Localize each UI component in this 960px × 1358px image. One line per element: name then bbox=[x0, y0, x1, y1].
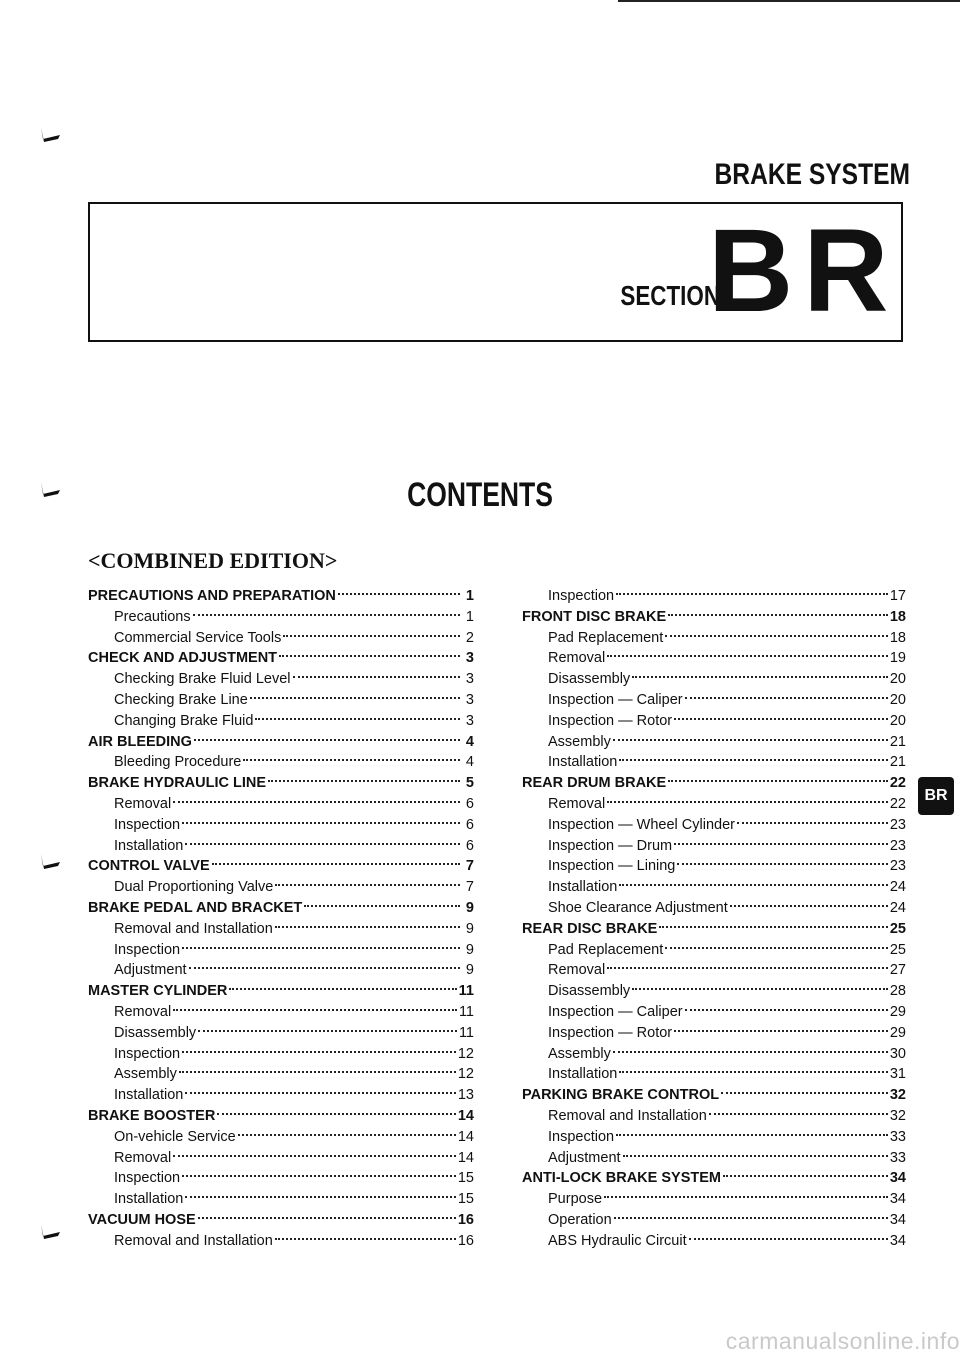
toc-entry-page: 33 bbox=[889, 1149, 906, 1166]
toc-entry-page: 18 bbox=[889, 629, 906, 646]
section-title: BRAKE SYSTEM bbox=[714, 158, 910, 191]
toc-entry-page: 22 bbox=[889, 795, 906, 812]
toc-entry-label: Purpose bbox=[548, 1191, 603, 1208]
toc-entry-label: BRAKE HYDRAULIC LINE bbox=[88, 775, 267, 792]
toc-entry-label: Inspection bbox=[114, 941, 181, 958]
dot-leader bbox=[173, 781, 460, 803]
dot-leader bbox=[275, 1218, 456, 1240]
toc-entry-page: 30 bbox=[889, 1045, 906, 1062]
toc-entry-label: Installation bbox=[114, 1087, 184, 1104]
toc-entry-label: Inspection bbox=[114, 1045, 181, 1062]
toc-entry-page: 1 bbox=[465, 588, 474, 604]
section-tab[interactable]: BR bbox=[918, 777, 954, 815]
binding-mark-icon bbox=[38, 125, 64, 145]
dot-leader bbox=[665, 615, 888, 637]
toc-column-left bbox=[88, 578, 474, 1249]
dot-leader bbox=[212, 843, 460, 865]
toc-entry-page: 17 bbox=[889, 588, 906, 604]
toc-entry-page: 9 bbox=[465, 899, 474, 916]
dot-leader bbox=[685, 989, 888, 1011]
toc-entry-page: 1 bbox=[465, 608, 474, 625]
dot-leader bbox=[338, 573, 460, 595]
toc-entry-page: 16 bbox=[457, 1232, 474, 1249]
toc-entry-page: 4 bbox=[465, 754, 474, 771]
toc-entry-label: Removal and Installation bbox=[114, 920, 273, 937]
section-code: BR bbox=[708, 205, 899, 337]
toc-entry-page: 25 bbox=[889, 920, 906, 937]
toc-entry-page: 7 bbox=[465, 858, 474, 875]
dot-leader bbox=[243, 739, 460, 761]
binding-mark-icon bbox=[38, 852, 64, 872]
toc-entry-label: ABS Hydraulic Circuit bbox=[548, 1232, 687, 1249]
toc-entry-page: 34 bbox=[889, 1170, 906, 1187]
toc-entry-label: Checking Brake Fluid Level bbox=[114, 671, 291, 688]
toc-entry-label: Removal bbox=[114, 1003, 172, 1020]
toc-entry-label: Removal bbox=[548, 962, 606, 979]
toc-entry-label: Inspection bbox=[548, 588, 615, 604]
toc-entry-label: CHECK AND ADJUSTMENT bbox=[88, 650, 278, 667]
dot-leader bbox=[613, 719, 888, 741]
dot-leader bbox=[723, 1155, 888, 1177]
dot-leader bbox=[268, 760, 460, 782]
dot-leader bbox=[616, 1114, 888, 1136]
toc-entry-page: 14 bbox=[457, 1149, 474, 1166]
toc-entry-label: Commercial Service Tools bbox=[114, 629, 282, 646]
dot-leader bbox=[238, 1114, 456, 1136]
toc-entry-page: 3 bbox=[465, 691, 474, 708]
toc-entry-label: BRAKE BOOSTER bbox=[88, 1107, 216, 1124]
toc-entry-label: Inspection bbox=[548, 1128, 615, 1145]
toc-entry-page: 29 bbox=[889, 1024, 906, 1041]
toc-entry-label: Installation bbox=[548, 754, 618, 771]
binding-mark-icon bbox=[38, 1222, 64, 1242]
dot-leader bbox=[623, 1135, 888, 1157]
toc-entry-page: 3 bbox=[465, 650, 474, 667]
toc-entry-page: 20 bbox=[889, 712, 906, 729]
toc-entry-page: 23 bbox=[889, 837, 906, 854]
toc-entry-page: 2 bbox=[465, 629, 474, 646]
dot-leader bbox=[304, 885, 460, 907]
toc-entry-page: 15 bbox=[457, 1170, 474, 1187]
toc-entry-page: 6 bbox=[465, 837, 474, 854]
toc-entry-label: FRONT DISC BRAKE bbox=[522, 608, 667, 625]
dot-leader bbox=[198, 1197, 456, 1219]
toc-entry-page: 11 bbox=[458, 1003, 474, 1020]
contents-heading: CONTENTS bbox=[407, 476, 553, 514]
toc-entry-page: 4 bbox=[465, 733, 474, 750]
toc-entry-label: Removal and Installation bbox=[548, 1107, 707, 1124]
toc-entry-label: Inspection — Caliper bbox=[548, 1003, 683, 1020]
toc-entry-page: 3 bbox=[465, 671, 474, 688]
dot-leader bbox=[674, 698, 888, 720]
toc-column-right bbox=[522, 578, 906, 1249]
dot-leader bbox=[709, 1093, 888, 1115]
toc-entry-label: CONTROL VALVE bbox=[88, 858, 210, 875]
toc-entry-page: 14 bbox=[457, 1107, 474, 1124]
dot-leader bbox=[185, 1072, 456, 1094]
toc-entry-label: ANTI-LOCK BRAKE SYSTEM bbox=[522, 1170, 721, 1187]
dot-leader bbox=[182, 802, 460, 824]
toc-entry-label: Disassembly bbox=[548, 983, 631, 1000]
dot-leader bbox=[182, 1155, 456, 1177]
dot-leader bbox=[619, 1051, 888, 1073]
edition-label: <COMBINED EDITION> bbox=[88, 548, 338, 573]
toc-entry-page: 20 bbox=[889, 691, 906, 708]
toc-entry-label: Inspection — Drum bbox=[548, 837, 673, 854]
toc-entry-page: 28 bbox=[889, 983, 906, 1000]
toc-entry-label: Removal bbox=[114, 795, 172, 812]
toc-entry-label: Removal and Installation bbox=[114, 1232, 273, 1249]
toc-entry-page: 34 bbox=[889, 1232, 906, 1249]
dot-leader bbox=[614, 1197, 888, 1219]
toc-entry-page: 11 bbox=[458, 983, 474, 1000]
toc-entry-page: 32 bbox=[889, 1087, 906, 1104]
dot-leader bbox=[685, 677, 888, 699]
dot-leader bbox=[279, 635, 460, 657]
toc-entry-label: Operation bbox=[548, 1211, 612, 1228]
toc-entry-label: Inspection — Wheel Cylinder bbox=[548, 816, 735, 833]
dot-leader bbox=[194, 719, 460, 741]
dot-leader bbox=[721, 1072, 888, 1094]
dot-leader bbox=[674, 1010, 888, 1032]
dot-leader bbox=[275, 906, 460, 928]
toc-entry-label: AIR BLEEDING bbox=[88, 733, 192, 750]
toc-entry-label: REAR DRUM BRAKE bbox=[522, 775, 667, 792]
dot-leader bbox=[730, 885, 888, 907]
dot-leader bbox=[616, 573, 888, 595]
toc-entry-page: 27 bbox=[889, 962, 906, 979]
toc-entry-page: 19 bbox=[889, 650, 906, 667]
dot-leader bbox=[250, 677, 460, 699]
dot-leader bbox=[283, 615, 460, 637]
toc-entry-label: PRECAUTIONS AND PREPARATION bbox=[88, 588, 336, 604]
dot-leader bbox=[185, 1176, 456, 1198]
toc-entry-label: Adjustment bbox=[114, 962, 187, 979]
toc-entry-label: Installation bbox=[548, 1066, 618, 1083]
toc-entry-page: 23 bbox=[889, 816, 906, 833]
toc-entry-page: 33 bbox=[889, 1128, 906, 1145]
toc-entry-page: 9 bbox=[465, 920, 474, 937]
toc-entry-label: Dual Proportioning Valve bbox=[114, 879, 274, 896]
toc-entry-label: Assembly bbox=[114, 1066, 177, 1083]
dot-leader bbox=[619, 739, 888, 761]
dot-leader bbox=[217, 1093, 456, 1115]
toc-entry-page: 34 bbox=[889, 1211, 906, 1228]
dot-leader bbox=[668, 760, 888, 782]
dot-leader bbox=[173, 1135, 456, 1157]
toc-entry-label: Removal bbox=[548, 650, 606, 667]
section-label: SECTION bbox=[620, 280, 720, 311]
toc-entry-page: 22 bbox=[889, 775, 906, 792]
toc-entry-label: Inspection bbox=[114, 816, 181, 833]
toc-entry-label: REAR DISC BRAKE bbox=[522, 920, 658, 937]
dot-leader bbox=[607, 635, 888, 657]
toc-entry-label: BRAKE PEDAL AND BRACKET bbox=[88, 899, 303, 916]
watermark: carmanualsonline.info bbox=[725, 1328, 960, 1354]
dot-leader bbox=[182, 1031, 456, 1053]
toc-entry-page: 9 bbox=[465, 962, 474, 979]
dot-leader bbox=[665, 927, 888, 949]
dot-leader bbox=[632, 968, 888, 990]
toc-entry-page: 13 bbox=[457, 1087, 474, 1104]
toc-entry-page: 5 bbox=[465, 775, 474, 792]
toc-entry-label: Precautions bbox=[114, 608, 191, 625]
toc-entry-page: 12 bbox=[457, 1045, 474, 1062]
toc-entry-label: Bleeding Procedure bbox=[114, 754, 242, 771]
toc-entry-label: Inspection — Lining bbox=[548, 858, 676, 875]
dot-leader bbox=[619, 864, 888, 886]
toc-entry-label: Pad Replacement bbox=[548, 629, 664, 646]
toc-entry-page: 24 bbox=[889, 879, 906, 896]
toc-entry-label: Disassembly bbox=[548, 671, 631, 688]
toc-entry-label: Shoe Clearance Adjustment bbox=[548, 899, 728, 916]
toc-entry-label: Assembly bbox=[548, 1045, 611, 1062]
toc-entry-page: 32 bbox=[889, 1107, 906, 1124]
toc-entry-label: VACUUM HOSE bbox=[88, 1211, 196, 1228]
toc-entry-page: 15 bbox=[457, 1191, 474, 1208]
toc-entry-page: 23 bbox=[889, 858, 906, 875]
toc-entry-label: Installation bbox=[114, 837, 184, 854]
toc-entry-label: Inspection bbox=[114, 1170, 181, 1187]
toc-entry-label: Installation bbox=[548, 879, 618, 896]
dot-leader bbox=[613, 1031, 888, 1053]
toc-entry-page: 21 bbox=[889, 733, 906, 750]
toc-entry-page: 24 bbox=[889, 899, 906, 916]
toc-entry-label: Assembly bbox=[548, 733, 611, 750]
toc-entry-page: 31 bbox=[889, 1066, 906, 1083]
dot-leader bbox=[173, 989, 457, 1011]
dot-leader bbox=[198, 1010, 457, 1032]
dot-leader bbox=[185, 823, 460, 845]
top-rule bbox=[618, 0, 960, 2]
toc-entry-label: Adjustment bbox=[548, 1149, 621, 1166]
dot-leader bbox=[193, 594, 460, 616]
toc-entry-page: 14 bbox=[457, 1128, 474, 1145]
toc-entry-label: Inspection — Rotor bbox=[548, 712, 673, 729]
dot-leader bbox=[677, 843, 888, 865]
toc-entry-label: Inspection — Rotor bbox=[548, 1024, 673, 1041]
toc-entry-page: 9 bbox=[465, 941, 474, 958]
toc-entry-label: MASTER CYLINDER bbox=[88, 983, 228, 1000]
toc-entry-page: 7 bbox=[465, 879, 474, 896]
dot-leader bbox=[604, 1176, 888, 1198]
toc-entry-page: 34 bbox=[889, 1191, 906, 1208]
dot-leader bbox=[737, 802, 888, 824]
dot-leader bbox=[607, 947, 888, 969]
dot-leader bbox=[607, 781, 888, 803]
dot-leader bbox=[182, 927, 460, 949]
toc-entry-page: 16 bbox=[457, 1211, 474, 1228]
toc-entry-label: Changing Brake Fluid bbox=[114, 712, 254, 729]
dot-leader bbox=[189, 947, 460, 969]
toc-entry-label: Installation bbox=[114, 1191, 184, 1208]
dot-leader bbox=[689, 1218, 888, 1240]
toc-entry-page: 18 bbox=[889, 608, 906, 625]
toc-entry-page: 3 bbox=[465, 712, 474, 729]
dot-leader bbox=[293, 656, 460, 678]
dot-leader bbox=[668, 594, 888, 616]
toc-entry-label: Pad Replacement bbox=[548, 941, 664, 958]
dot-leader bbox=[275, 864, 460, 886]
toc-entry-page: 20 bbox=[889, 671, 906, 688]
toc-entry-page: 6 bbox=[465, 816, 474, 833]
toc-entry-label: PARKING BRAKE CONTROL bbox=[522, 1087, 720, 1104]
toc-entry-page: 29 bbox=[889, 1003, 906, 1020]
toc-entry-page: 21 bbox=[889, 754, 906, 771]
dot-leader bbox=[632, 656, 888, 678]
dot-leader bbox=[229, 968, 456, 990]
toc-entry-label: On-vehicle Service bbox=[114, 1128, 236, 1145]
toc-entry-label: Checking Brake Line bbox=[114, 691, 248, 708]
binding-mark-icon bbox=[38, 480, 64, 500]
toc-entry-page: 25 bbox=[889, 941, 906, 958]
dot-leader bbox=[255, 698, 460, 720]
toc-entry-page: 11 bbox=[458, 1024, 474, 1041]
dot-leader bbox=[659, 906, 888, 928]
toc-entry-label: Disassembly bbox=[114, 1024, 197, 1041]
toc-entry-label: Removal bbox=[114, 1149, 172, 1166]
dot-leader bbox=[674, 823, 888, 845]
toc-entry-label: Removal bbox=[548, 795, 606, 812]
toc-entry-page: 12 bbox=[457, 1066, 474, 1083]
dot-leader bbox=[179, 1051, 456, 1073]
toc-entry-label: Inspection — Caliper bbox=[548, 691, 683, 708]
toc-entry-page: 6 bbox=[465, 795, 474, 812]
